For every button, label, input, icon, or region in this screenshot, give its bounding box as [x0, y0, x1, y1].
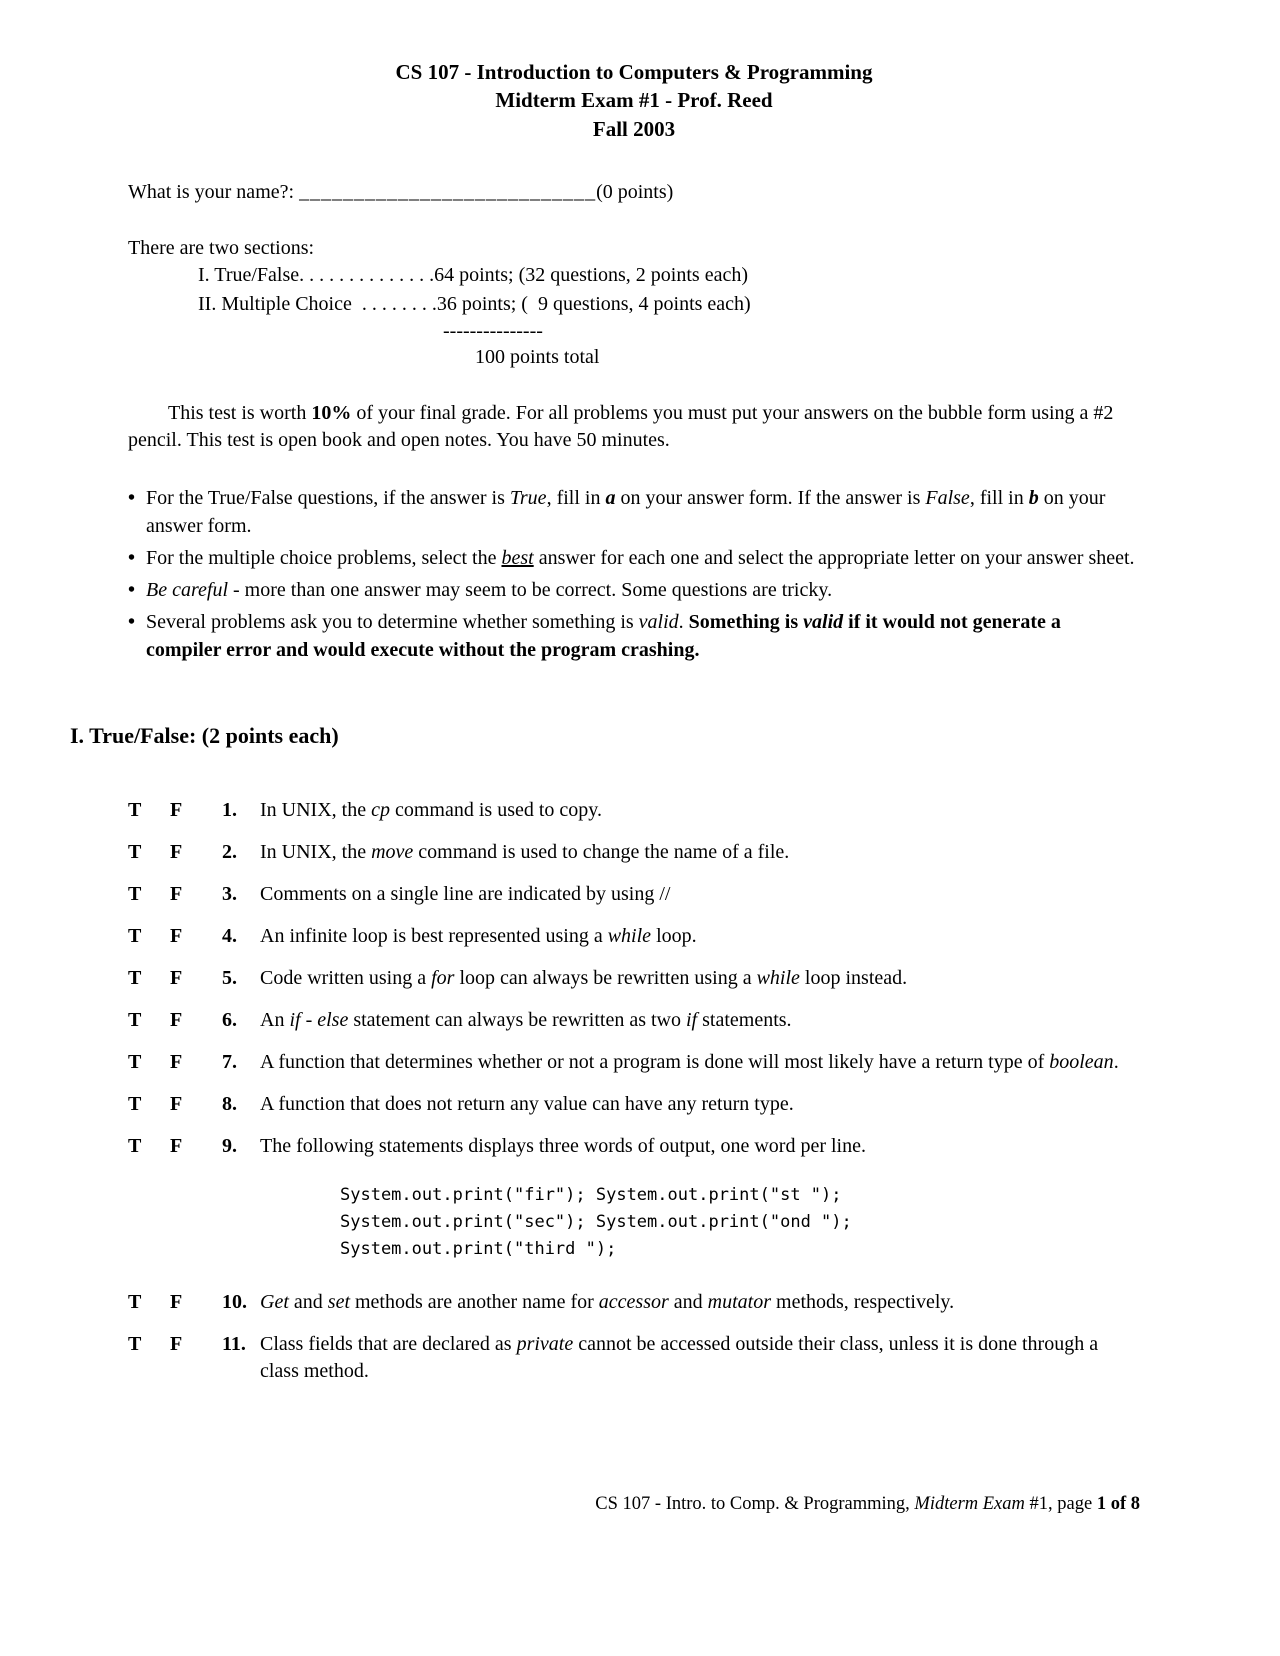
- exam-instructions-paragraph: This test is worth 10% of your final grade. For all problems you must put your answers on the bubble form using a #2 pencil. This test is open book and open notes. You have 50 minutes.: [128, 402, 1114, 452]
- question-text: Class fields that are declared as private cannot be accessed outside their class, unless it is done through a class method.: [260, 1332, 1099, 1382]
- question-row: [128, 797, 1140, 824]
- question-text: An if - else statement can always be rewritten as two if statements.: [260, 1008, 792, 1031]
- sections-overview: [128, 235, 1140, 372]
- instruction-text: Several problems ask you to determine whether something is valid. Something is valid if it would not generate a compiler error and would execute without the program crashing.: [146, 611, 1061, 662]
- name-blank-field: ___________________________: [299, 181, 597, 204]
- true-false-section-heading: I. True/False: (2 points each): [70, 723, 339, 749]
- question-list: [128, 797, 1140, 1385]
- question-row: [128, 965, 1140, 992]
- question-row: [128, 881, 1140, 908]
- list-item: [128, 544, 1140, 572]
- sections-heading: There are two sections:: [128, 237, 315, 260]
- false-option: F: [170, 882, 183, 905]
- question-row: [128, 1049, 1140, 1076]
- name-line: [128, 179, 1140, 205]
- question-row: [128, 1133, 1140, 1160]
- list-item: [128, 576, 1140, 604]
- true-option: T: [128, 1134, 142, 1157]
- question-number: 10.: [222, 1290, 247, 1313]
- question-row: [128, 1007, 1140, 1034]
- true-option: T: [128, 798, 142, 821]
- question-text: A function that does not return any value can have any return type.: [260, 1092, 794, 1115]
- instruction-text: Be careful - more than one answer may seem to be correct. Some questions are tricky.: [146, 579, 833, 602]
- instruction-text: For the True/False questions, if the answer is True, fill in a on your answer form. If the answer is False, fill in b on your answer form.: [146, 487, 1106, 538]
- question-number: 6.: [222, 1008, 237, 1031]
- false-option: F: [170, 840, 183, 863]
- points-total: 100 points total: [475, 346, 600, 369]
- term-label: Fall 2003: [592, 116, 676, 141]
- points-divider: ---------------: [443, 320, 543, 343]
- code-line: System.out.print("sec"); System.out.print("ond ");: [340, 1211, 852, 1232]
- bullet-icon: •: [128, 487, 136, 510]
- bullet-icon: •: [128, 611, 136, 634]
- question-row: [128, 923, 1140, 950]
- course-title: CS 107 - Introduction to Computers & Programming: [395, 60, 873, 84]
- question-row: [128, 1289, 1140, 1316]
- false-option: F: [170, 798, 183, 821]
- false-option: F: [170, 1008, 183, 1031]
- instruction-text: For the multiple choice problems, select the best answer for each one and select the appropriate letter on your answer sheet.: [146, 547, 1135, 570]
- question-number: 9.: [222, 1134, 237, 1157]
- exam-header: [128, 58, 1140, 143]
- true-option: T: [128, 840, 142, 863]
- question-text: Get and set methods are another name for accessor and mutator methods, respectively.: [260, 1290, 955, 1313]
- question-number: 7.: [222, 1050, 237, 1073]
- section-two-summary: II. Multiple Choice . . . . . . . .36 points; ( 9 questions, 4 points each): [198, 293, 751, 316]
- question-text: Code written using a for loop can always be rewritten using a while loop instead.: [260, 966, 908, 989]
- question-number: 11.: [222, 1332, 246, 1355]
- question-number: 5.: [222, 966, 237, 989]
- page-footer: CS 107 - Intro. to Comp. & Programming, Midterm Exam #1, page 1 of 8: [595, 1493, 1140, 1514]
- false-option: F: [170, 966, 183, 989]
- true-option: T: [128, 1290, 142, 1313]
- question-number: 3.: [222, 882, 237, 905]
- false-option: F: [170, 1290, 183, 1313]
- true-option: T: [128, 1050, 142, 1073]
- question-row: [128, 1331, 1140, 1385]
- true-option: T: [128, 882, 142, 905]
- question-number: 8.: [222, 1092, 237, 1115]
- question-row: [128, 839, 1140, 866]
- name-prompt-label: What is your name?:: [128, 181, 300, 204]
- name-points-label: (0 points): [596, 181, 674, 204]
- false-option: F: [170, 1092, 183, 1115]
- question-number: 1.: [222, 798, 237, 821]
- question-text: In UNIX, the cp command is used to copy.: [260, 798, 602, 821]
- true-option: T: [128, 966, 142, 989]
- question-text: An infinite loop is best represented using a while loop.: [260, 924, 697, 947]
- code-snippet: [340, 1182, 1140, 1263]
- question-text: In UNIX, the move command is used to change the name of a file.: [260, 840, 790, 863]
- question-row: [128, 1091, 1140, 1118]
- question-text: Comments on a single line are indicated by using //: [260, 882, 671, 905]
- list-item: [128, 484, 1140, 540]
- section-one-summary: I. True/False. . . . . . . . . . . . . .64 points; (32 questions, 2 points each): [198, 264, 748, 287]
- question-text: The following statements displays three words of output, one word per line.: [260, 1134, 866, 1157]
- exam-title: Midterm Exam #1 - Prof. Reed: [495, 88, 773, 113]
- code-line: System.out.print("third ");: [340, 1238, 617, 1259]
- false-option: F: [170, 1050, 183, 1073]
- true-option: T: [128, 1332, 142, 1355]
- false-option: F: [170, 1134, 183, 1157]
- instructions-list: [128, 484, 1140, 664]
- true-option: T: [128, 924, 142, 947]
- question-number: 4.: [222, 924, 237, 947]
- bullet-icon: •: [128, 547, 136, 570]
- true-option: T: [128, 1092, 142, 1115]
- bullet-icon: •: [128, 579, 136, 602]
- question-text: A function that determines whether or not a program is done will most likely have a return type of boolean.: [260, 1050, 1119, 1073]
- true-option: T: [128, 1008, 142, 1031]
- list-item: [128, 608, 1140, 664]
- false-option: F: [170, 1332, 183, 1355]
- question-number: 2.: [222, 840, 237, 863]
- code-line: System.out.print("fir"); System.out.print("st ");: [340, 1184, 842, 1205]
- false-option: F: [170, 924, 183, 947]
